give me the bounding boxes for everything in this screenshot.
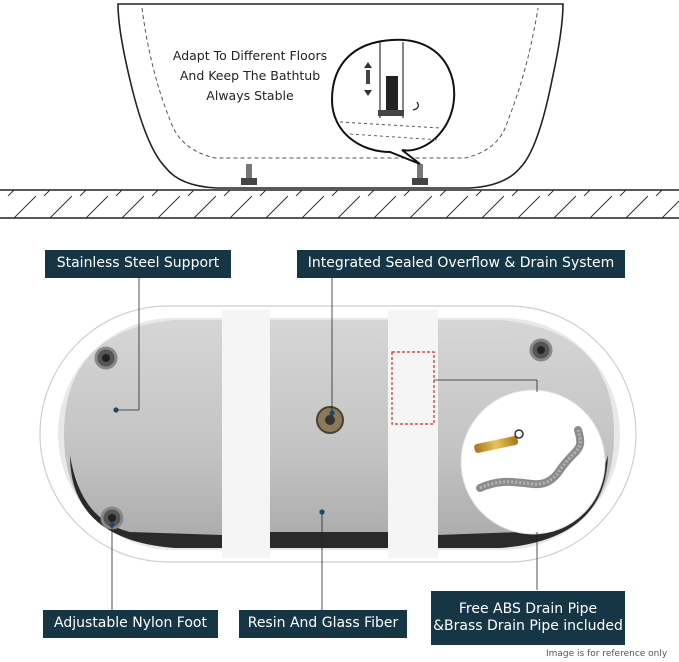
- label-resin-glass-fiber: Resin And Glass Fiber: [239, 610, 407, 638]
- bathtub-top-view: [40, 306, 636, 562]
- support-top-left: [96, 348, 116, 368]
- floor-hatching: [0, 190, 679, 218]
- callout-text: [162, 46, 338, 106]
- reference-note: Image is for reference only: [546, 649, 668, 659]
- label-adjustable-nylon-foot: Adjustable Nylon Foot: [43, 610, 218, 638]
- support-top-right: [531, 340, 551, 360]
- label-overflow-drain-system: Integrated Sealed Overflow & Drain System: [297, 250, 625, 278]
- drain-pipe-inset: [461, 390, 605, 534]
- drain-icon: [317, 407, 343, 433]
- drain-pipe-line-2: &Brass Drain Pipe included: [433, 618, 623, 634]
- callout-line-3: Always Stable: [206, 88, 294, 103]
- label-stainless-steel-support: Stainless Steel Support: [45, 250, 231, 278]
- callout-line-2: And Keep The Bathtub: [179, 68, 321, 83]
- label-drain-pipe-included: [431, 591, 625, 645]
- callout-line-1: Adapt To Different Floors: [172, 48, 328, 63]
- drain-pipe-line-1: Free ABS Drain Pipe: [458, 600, 598, 617]
